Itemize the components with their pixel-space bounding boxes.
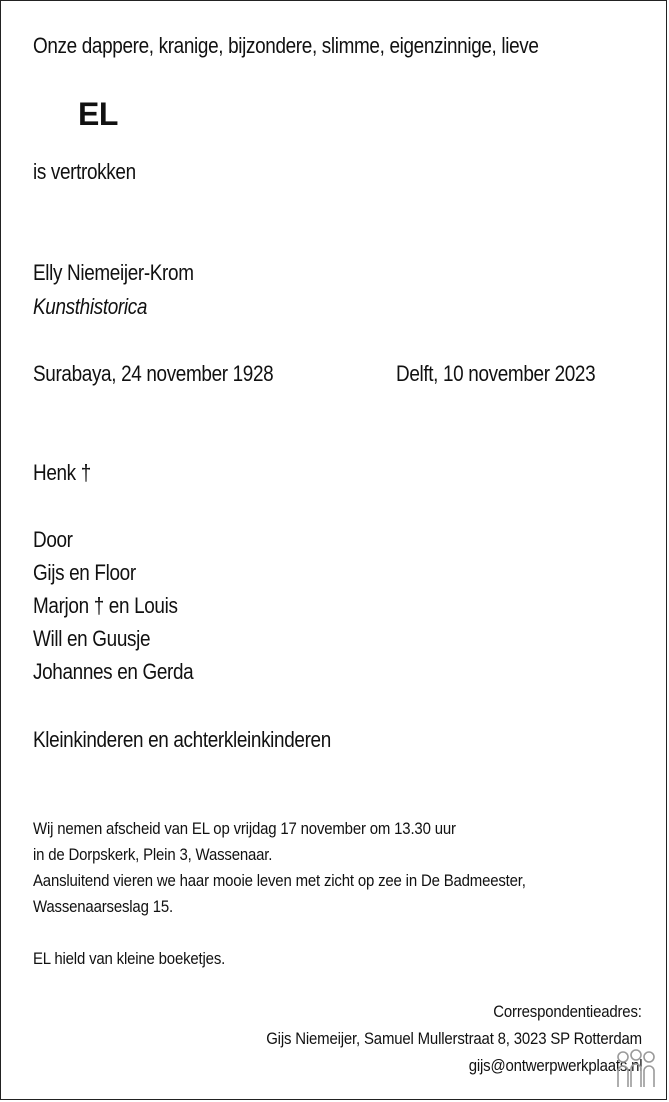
ceremony-line: Wij nemen afscheid van EL op vrijdag 17 november om 13.30 uur [33, 819, 456, 838]
child-line: Door [33, 527, 73, 552]
ceremony-line: Aansluitend vieren we haar mooie leven met zicht op zee in De Badmeester, [33, 871, 526, 890]
birth-info: Surabaya, 24 november 1928 [33, 361, 274, 386]
child-name: Marjon [33, 593, 89, 618]
cross-icon: † [93, 593, 104, 618]
correspondence-address: Gijs Niemeijer, Samuel Mullerstraat 8, 3023 SP Rotterdam [266, 1029, 642, 1048]
intro-line: Onze dappere, kranige, bijzondere, slimme, eigenzinnige, lieve [33, 33, 539, 58]
ceremony-line: in de Dorpskerk, Plein 3, Wassenaar. [33, 845, 273, 864]
child-line: Johannes en Gerda [33, 659, 194, 684]
correspondence-email: gijs@ontwerpwerkplaats.nl [468, 1056, 642, 1075]
correspondence-label: Correspondentieadres: [493, 1002, 642, 1021]
grandchildren-line: Kleinkinderen en achterkleinkinderen [33, 727, 331, 752]
partner-name: Henk [33, 460, 76, 485]
child-line [33, 593, 178, 619]
child-line: Gijs en Floor [33, 560, 136, 585]
cross-icon: † [80, 460, 91, 485]
full-name: Elly Niemeijer-Krom [33, 260, 194, 285]
child-partner: en Louis [108, 593, 178, 618]
nickname: EL [78, 96, 118, 132]
departed-line: is vertrokken [33, 159, 136, 184]
note-line: EL hield van kleine boeketjes. [33, 949, 226, 968]
ceremony-line: Wassenaarseslag 15. [33, 897, 173, 916]
partner-line [33, 460, 91, 486]
people-group-icon [614, 1049, 658, 1089]
profession: Kunsthistorica [33, 294, 148, 319]
child-line: Will en Guusje [33, 626, 151, 651]
death-info: Delft, 10 november 2023 [396, 361, 596, 386]
